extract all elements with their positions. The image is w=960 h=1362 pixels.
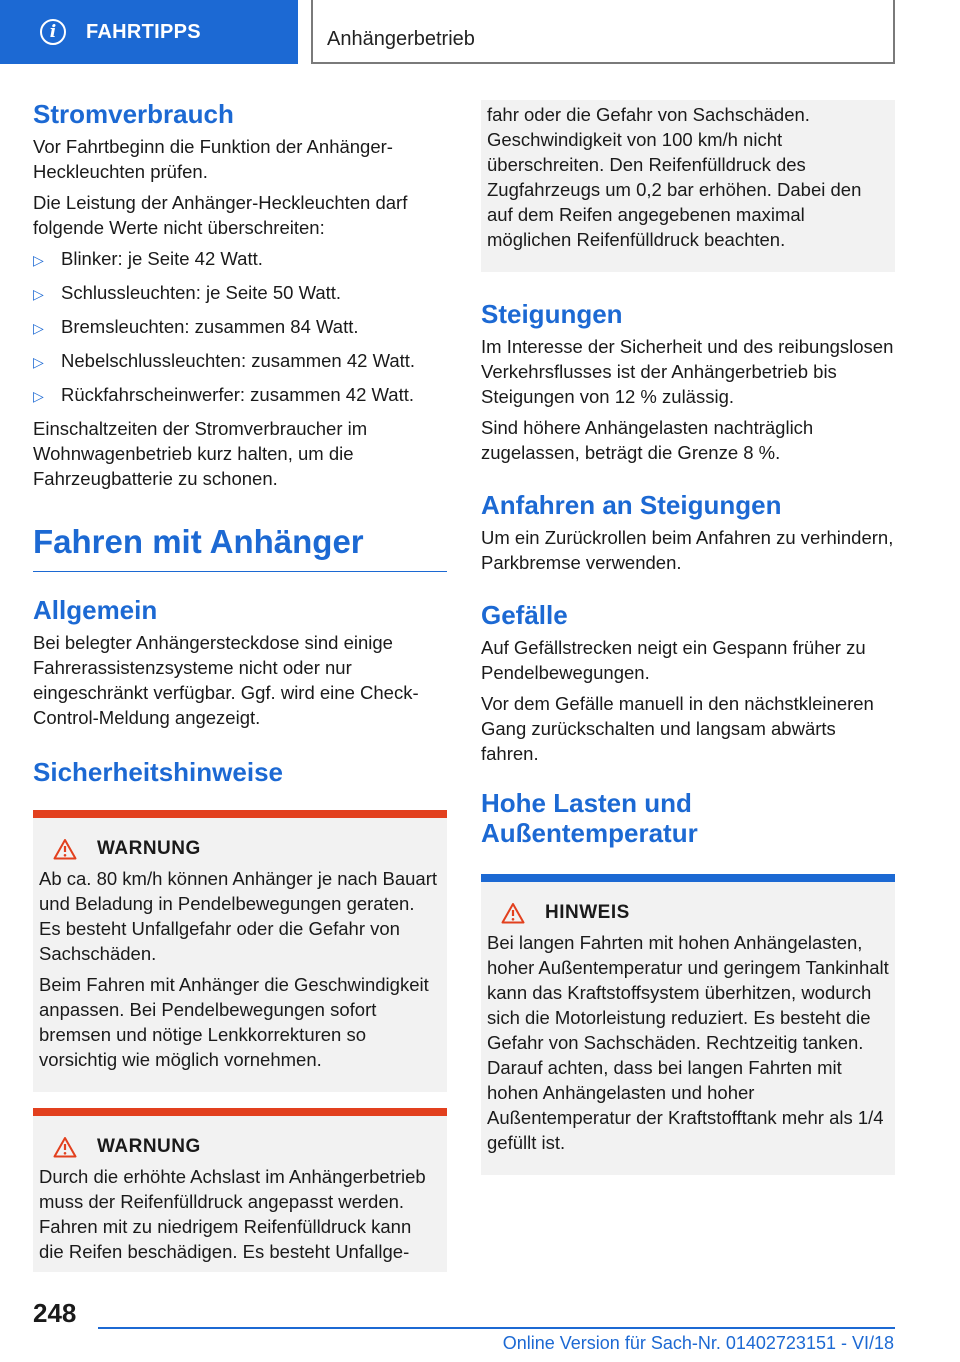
warning-box (33, 810, 447, 1092)
heading-stromverbrauch: Stromverbrauch (33, 99, 234, 129)
paragraph: Auf Gefällstrecken neigt ein Gespann früher zu Pendelbewegungen. (481, 637, 866, 683)
note-box (481, 874, 895, 1175)
list-item: ▷ Nebelschlussleuchten: zusammen 42 Watt. (33, 348, 447, 375)
heading-gefaelle: Gefälle (481, 600, 568, 630)
warning-label: WARNUNG (97, 1136, 201, 1157)
list-item: ▷ Bremsleuchten: zusammen 84 Watt. (33, 314, 447, 341)
heading-steigungen: Steigungen (481, 299, 623, 329)
paragraph: Im Interesse der Sicherheit und des reibungslosen Verkehrsflusses ist der Anhängerbetrieb bis Steigungen von 12 % zulässig. (481, 336, 894, 407)
footer-version-text: Online Version für Sach-Nr. 01402723151 - VI/18 (502, 1333, 894, 1353)
paragraph: Um ein Zurückrollen beim Anfahren zu verhindern, Parkbremse verwenden. (481, 527, 894, 573)
power-limits-list (33, 246, 447, 409)
warning-label: WARNUNG (97, 838, 201, 859)
paragraph: Bei langen Fahrten mit hohen Anhängelasten, hoher Außentemperatur und geringem Tankinhalt kann das Kraftstoffsystem überhitzen, wodurch sich die Motorleistung reduziert. Es besteht die Gefahr von Sachschäden. Rechtzeitig tanken. Darauf achten, dass bei langen Fahrten mit hohen Anhängelasten und hoher Außentemperatur der Kraftstofftank mehr als 1/4 gefüllt ist. (487, 932, 889, 1153)
paragraph: Die Leistung der Anhänger-Heckleuchten darf folgende Werte nicht überschreiten: (33, 192, 408, 238)
warning-triangle-icon (53, 1136, 77, 1158)
warning-box-continued (481, 100, 895, 272)
list-item: ▷ Rückfahrscheinwerfer: zusammen 42 Watt. (33, 382, 447, 409)
paragraph: Beim Fahren mit Anhänger die Geschwindigkeit anpassen. Bei Pendelbewegungen sofort bremsen und nötige Lenkkorrekturen so vorsichtig wie möglich vornehmen. (39, 974, 429, 1070)
heading-sicherheitshinweise: Sicherheitshinweise (33, 757, 283, 787)
paragraph: Vor dem Gefälle manuell in den nächstkleineren Gang zurückschalten und langsam abwärts fahren. (481, 693, 874, 764)
paragraph: Einschaltzeiten der Stromverbraucher im Wohnwagenbetrieb kurz halten, um die Fahrzeugbatterie zu schonen. (33, 418, 368, 489)
paragraph: Sind höhere Anhängelasten nachträglich zugelassen, beträgt die Grenze 8 %. (481, 417, 814, 463)
heading-hohe-lasten: Hohe Lasten und Außentemperatur (481, 788, 698, 848)
left-column (33, 98, 447, 1288)
section-title: Anhängerbetrieb (327, 28, 475, 50)
warning-triangle-icon (501, 902, 525, 924)
warning-box (33, 1108, 447, 1272)
paragraph: Vor Fahrtbeginn die Funktion der Anhänger-Heckleuchten prüfen. (33, 136, 393, 182)
note-box-header (501, 902, 889, 924)
paragraph: fahr oder die Gefahr von Sachschäden. Geschwindigkeit von 100 km/h nicht überschreiten. Den Reifenfülldruck des Zugfahrzeugs um 0,2 bar erhöhen. Dabei den auf dem Reifen angegebenen maximal möglichen Reifenfülldruck beachten. (487, 104, 862, 250)
triangle-bullet-icon: ▷ (33, 286, 44, 302)
warning-triangle-icon (53, 838, 77, 860)
chapter-tab-label: FAHRTIPPS (86, 20, 201, 43)
section-header (311, 0, 895, 64)
warning-box-header (53, 838, 441, 860)
heading-anfahren: Anfahren an Steigungen (481, 490, 782, 520)
paragraph: Durch die erhöhte Achslast im Anhängerbetrieb muss der Reifenfülldruck angepasst werden. Fahren mit zu niedrigem Reifenfülldruck kann die Reifen beschädigen. Es besteht Unfallge- (39, 1166, 426, 1262)
triangle-bullet-icon: ▷ (33, 388, 44, 404)
list-item: ▷ Schlussleuchten: je Seite 50 Watt. (33, 280, 447, 307)
chapter-title-wrap (33, 519, 447, 572)
triangle-bullet-icon: ▷ (33, 320, 44, 336)
paragraph: Ab ca. 80 km/h können Anhänger je nach Bauart und Beladung in Pendelbewegungen geraten. Es besteht Unfallgefahr oder die Gefahr von Sachschäden. (39, 868, 438, 964)
paragraph: Bei belegter Anhängersteckdose sind einige Fahrerassistenzsysteme nicht oder nur eingeschränkt verfügbar. Ggf. wird eine Check-Control-Meldung angezeigt. (33, 632, 419, 728)
triangle-bullet-icon: ▷ (33, 252, 44, 268)
footer-divider (98, 1327, 895, 1329)
list-item: ▷ Blinker: je Seite 42 Watt. (33, 246, 447, 273)
right-column (481, 100, 895, 1191)
info-icon: i (40, 19, 66, 45)
chapter-title: Fahren mit Anhänger (33, 523, 364, 560)
page-number: 248 (33, 1298, 77, 1328)
warning-box-header (53, 1136, 441, 1158)
note-label: HINWEIS (545, 902, 630, 923)
chapter-tab[interactable] (0, 0, 298, 64)
triangle-bullet-icon: ▷ (33, 354, 44, 370)
heading-allgemein: Allgemein (33, 595, 158, 625)
